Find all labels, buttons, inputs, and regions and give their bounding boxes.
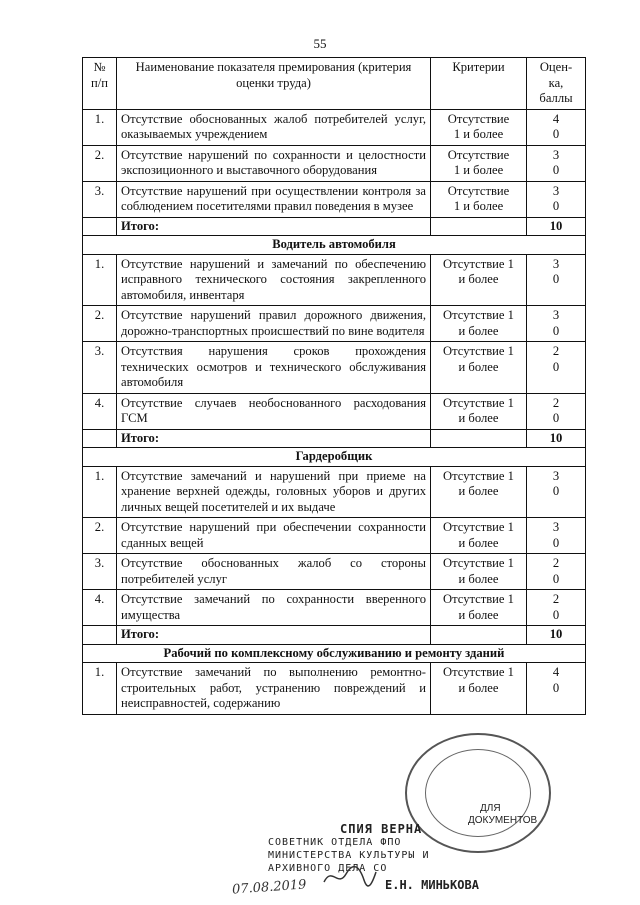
criterion-values (431, 181, 527, 217)
criterion-name: Отсутствие замечаний по сохранности вверенного имущества (117, 590, 431, 626)
score-option: 4 (552, 111, 560, 126)
total-row (83, 626, 586, 645)
score-values (527, 145, 586, 181)
criterion-option: и более (458, 323, 499, 338)
score-option: 0 (552, 535, 560, 550)
criterion-name: Отсутствие замечаний по выполнению ремонтно-строительных работ, устранению повреждений и неисправностей, содержанию (117, 663, 431, 715)
row-number: 4. (83, 590, 117, 626)
total-label: Итого: (117, 217, 431, 236)
total-row (83, 217, 586, 236)
total-empty-cell (431, 429, 527, 448)
criterion-option: Отсутствие 1 (443, 468, 514, 483)
row-number: 1. (83, 109, 117, 145)
row-number: 4. (83, 393, 117, 429)
total-empty-cell (83, 429, 117, 448)
score-values (527, 518, 586, 554)
criterion-option: Отсутствие 1 (443, 520, 514, 534)
criterion-values (431, 254, 527, 306)
criterion-values (431, 466, 527, 518)
score-option: 0 (552, 127, 560, 141)
score-option: 0 (552, 199, 560, 213)
total-empty-cell (431, 626, 527, 645)
header-num: № п/п (83, 58, 117, 110)
criterion-values (431, 518, 527, 554)
table-row (83, 181, 586, 217)
score-option: 2 (552, 556, 560, 570)
score-option: 0 (552, 163, 560, 177)
criterion-name: Отсутствие нарушений при обеспечении сохранности сданных вещей (117, 518, 431, 554)
criterion-values (431, 554, 527, 590)
criterion-option: Отсутствие (447, 147, 510, 162)
score-option: 2 (552, 592, 560, 606)
criterion-option: и более (458, 411, 499, 425)
score-values (527, 393, 586, 429)
section-row (83, 236, 586, 255)
score-values (527, 254, 586, 306)
page-number: 55 (313, 36, 327, 51)
row-number: 3. (83, 181, 117, 217)
table-body (83, 109, 586, 714)
table-row (83, 254, 586, 306)
table-row (83, 342, 586, 394)
score-option: 2 (552, 395, 560, 410)
total-value: 10 (527, 626, 586, 645)
score-values (527, 181, 586, 217)
row-number: 1. (83, 663, 117, 715)
signer-name: Е.Н. МИНЬКОВА (385, 878, 479, 892)
table-row (83, 518, 586, 554)
score-values (527, 306, 586, 342)
header-name: Наименование показателя премирования (критерия оценки труда) (117, 58, 431, 110)
seal-label-line1: ДЛЯ (480, 803, 501, 814)
round-seal (405, 733, 551, 853)
total-value: 10 (527, 429, 586, 448)
criterion-values (431, 590, 527, 626)
total-label: Итого: (117, 429, 431, 448)
total-value: 10 (527, 217, 586, 236)
criterion-option: и более (458, 571, 499, 586)
total-label: Итого: (117, 626, 431, 645)
criterion-option: Отсутствие (447, 111, 510, 126)
stamp-position-line: СОВЕТНИК ОТДЕЛА ФПО (268, 837, 402, 848)
table-row (83, 145, 586, 181)
criterion-option: и более (458, 607, 499, 622)
seal-label-line2: ДОКУМЕНТОВ (468, 815, 538, 826)
score-option: 2 (552, 344, 560, 358)
row-number: 2. (83, 518, 117, 554)
score-option: 0 (552, 607, 560, 622)
section-title: Гардеробщик (83, 448, 586, 467)
score-option: 3 (552, 520, 560, 534)
bonus-criteria-table (82, 57, 586, 715)
criterion-values (431, 393, 527, 429)
criterion-values (431, 306, 527, 342)
score-option: 4 (552, 665, 560, 679)
criterion-option: и более (458, 535, 499, 550)
criterion-option: 1 и более (453, 199, 504, 213)
table-row (83, 306, 586, 342)
score-option: 0 (552, 323, 560, 338)
total-empty-cell (83, 626, 117, 645)
score-option: 0 (552, 272, 560, 286)
criterion-option: Отсутствие 1 (443, 556, 514, 570)
handwritten-signature (320, 862, 380, 890)
criterion-option: Отсутствие 1 (443, 665, 514, 679)
criterion-values (431, 342, 527, 394)
total-row (83, 429, 586, 448)
score-values (527, 590, 586, 626)
stamp-archive-line: АРХИВНОГО ДЕЛА СО (268, 863, 388, 874)
criterion-name: Отсутствие нарушений и замечаний по обеспечению исправного технического состояния закрепленного автомобиля, инвентаря (117, 254, 431, 306)
score-option: 3 (552, 468, 560, 483)
score-option: 0 (552, 484, 560, 498)
certification-date: 07.08.2019 (231, 877, 307, 898)
score-values (527, 466, 586, 518)
criterion-name: Отсутствия нарушения сроков прохождения технических осмотров и технического обслуживания автомобиля (117, 342, 431, 394)
total-empty-cell (431, 217, 527, 236)
section-title: Рабочий по комплексному обслуживанию и ремонту зданий (83, 644, 586, 663)
score-option: 0 (552, 411, 560, 425)
stamp-copy-true: СПИЯ ВЕРНА (340, 822, 423, 836)
score-option: 3 (552, 308, 560, 322)
total-empty-cell (83, 217, 117, 236)
score-option: 3 (552, 256, 560, 271)
row-number: 3. (83, 342, 117, 394)
header-score: Оцен-ка, баллы (527, 58, 586, 110)
criterion-name: Отсутствие нарушений правил дорожного движения, дорожно-транспортных происшествий по вине водителя (117, 306, 431, 342)
row-number: 2. (83, 306, 117, 342)
criterion-option: и более (458, 680, 499, 695)
section-row (83, 448, 586, 467)
score-option: 0 (552, 571, 560, 586)
header-criteria: Критерии (431, 58, 527, 110)
section-title: Водитель автомобиля (83, 236, 586, 255)
row-number: 1. (83, 254, 117, 306)
score-option: 3 (552, 183, 560, 198)
table-header-row (83, 58, 586, 110)
table-row (83, 663, 586, 715)
score-values (527, 342, 586, 394)
row-number: 2. (83, 145, 117, 181)
score-values (527, 109, 586, 145)
score-option: 0 (552, 359, 560, 374)
criterion-values (431, 663, 527, 715)
criterion-option: 1 и более (453, 163, 504, 177)
criterion-name: Отсутствие обоснованных жалоб со стороны потребителей услуг (117, 554, 431, 590)
criterion-name: Отсутствие обоснованных жалоб потребителей услуг, оказываемых учреждением (117, 109, 431, 145)
criterion-option: и более (458, 272, 499, 286)
criterion-option: Отсутствие 1 (443, 395, 514, 410)
criterion-option: Отсутствие 1 (443, 344, 514, 358)
row-number: 1. (83, 466, 117, 518)
criterion-option: Отсутствие 1 (443, 308, 514, 322)
table-row (83, 109, 586, 145)
criterion-name: Отсутствие нарушений по сохранности и целостности экспозиционного и выставочного оборудования (117, 145, 431, 181)
criterion-option: Отсутствие (447, 183, 510, 198)
criterion-option: Отсутствие 1 (443, 256, 514, 271)
criterion-values (431, 145, 527, 181)
criterion-values (431, 109, 527, 145)
criterion-option: Отсутствие 1 (443, 592, 514, 606)
table-row (83, 554, 586, 590)
criterion-option: и более (458, 484, 499, 498)
section-row (83, 644, 586, 663)
score-values (527, 663, 586, 715)
criterion-name: Отсутствие замечаний и нарушений при приеме на хранение верхней одежды, головных уборов и других личных вещей посетителей и их выдаче (117, 466, 431, 518)
stamp-ministry-line: МИНИСТЕРСТВА КУЛЬТУРЫ И (268, 850, 430, 861)
table-row (83, 393, 586, 429)
table-row (83, 466, 586, 518)
row-number: 3. (83, 554, 117, 590)
criterion-name: Отсутствие случаев необоснованного расходования ГСМ (117, 393, 431, 429)
score-values (527, 554, 586, 590)
score-option: 0 (552, 680, 560, 695)
criterion-option: 1 и более (453, 127, 504, 141)
score-option: 3 (552, 147, 560, 162)
criterion-name: Отсутствие нарушений при осуществлении контроля за соблюдением посетителями правил поведения в музее (117, 181, 431, 217)
table-row (83, 590, 586, 626)
criterion-option: и более (458, 359, 499, 374)
